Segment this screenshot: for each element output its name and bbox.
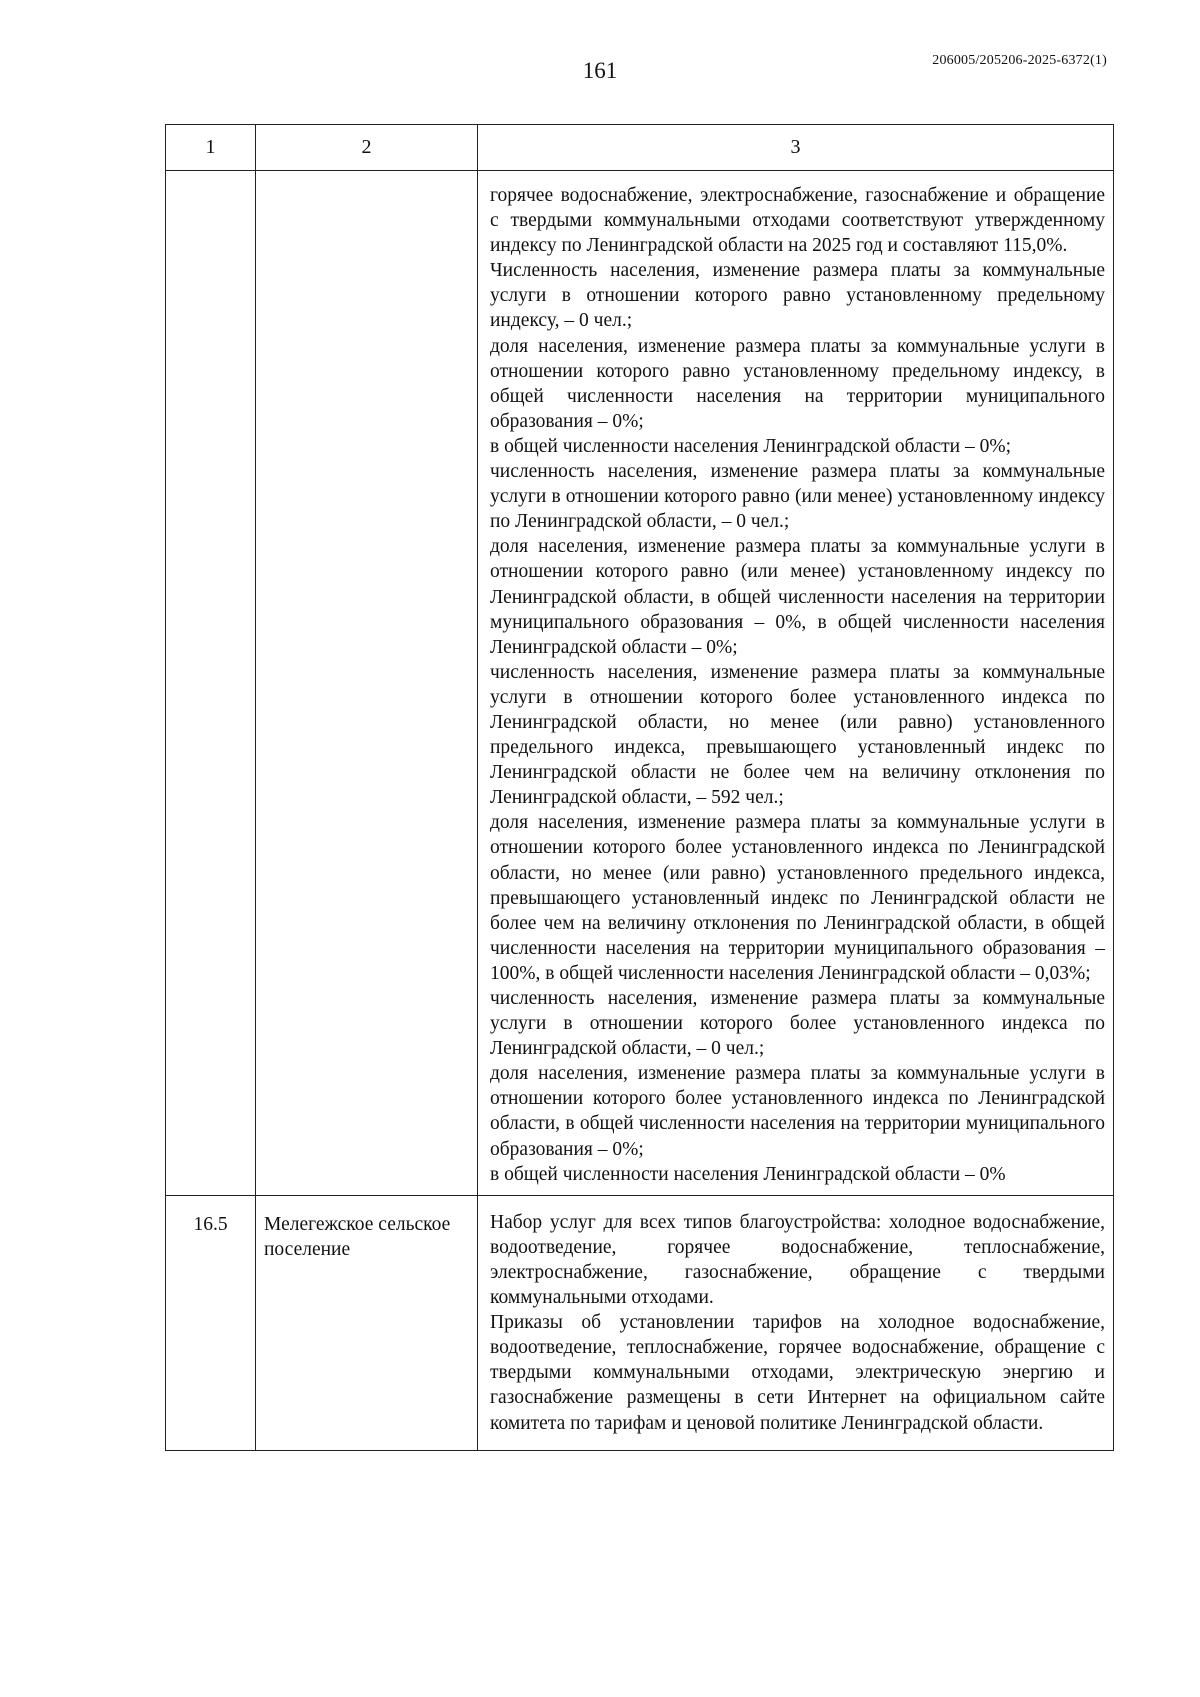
row-number-cell: 16.5	[166, 1195, 256, 1450]
paragraph: в общей численности населения Ленинградской области – 0%;	[490, 435, 1012, 457]
paragraph: доля населения, изменение размера платы за коммунальные услуги в отношении которого более установленного индекса по Ленинградской области, но менее (или равно) установленного предельного индекса, превышающего установленный индекс по Ленинградской области не более чем на величину отклонения по Ленинградской области, в общей численности населения на территории муниципального образования – 100%, в общей численности населения Ленинградской области – 0,03%;	[490, 812, 1105, 984]
description-cell	[478, 1195, 1114, 1450]
document-id: 206005/205206-2025-6372(1)	[932, 53, 1107, 68]
row-number-cell	[166, 171, 256, 1196]
paragraph: в общей численности населения Ленинградской области – 0%	[490, 1163, 1006, 1185]
description-cell	[478, 171, 1114, 1196]
page-number: 161	[582, 58, 618, 83]
column-header-2: 2	[256, 125, 478, 171]
paragraph: Численность населения, изменение размера платы за коммунальные услуги в отношении которого равно установленному предельному индексу, – 0 чел.;	[490, 260, 1105, 332]
paragraph: Набор услуг для всех типов благоустройства: холодное водоснабжение, водоотведение, горячее водоснабжение, теплоснабжение, электроснабжение, газоснабжение, обращение с твердыми коммунальными отходами.	[490, 1211, 1105, 1309]
settlement-name-cell	[256, 171, 478, 1196]
column-header-1: 1	[166, 125, 256, 171]
paragraph: численность населения, изменение размера платы за коммунальные услуги в отношении которого равно (или менее) установленному индексу по Ленинградской области, – 0 чел.;	[490, 461, 1105, 533]
data-table	[165, 124, 1114, 1451]
paragraph: горячее водоснабжение, электроснабжение, газоснабжение и обращение с твердыми коммунальными отходами соответствуют утвержденному индексу по Ленинградской области на 2025 год и составляют 115,0%.	[490, 185, 1105, 257]
table-row	[166, 1195, 1114, 1450]
paragraph: численность населения, изменение размера платы за коммунальные услуги в отношении которого более установленного индекса по Ленинградской области, но менее (или равно) установленного предельного индекса, превышающего установленный индекс по Ленинградской области не более чем на величину отклонения по Ленинградской области, – 592 чел.;	[490, 661, 1105, 809]
paragraph: доля населения, изменение размера платы за коммунальные услуги в отношении которого более установленного индекса по Ленинградской области, в общей численности населения на территории муниципального образования – 0%;	[490, 1063, 1105, 1160]
table-header-row	[166, 125, 1114, 171]
paragraph: доля населения, изменение размера платы за коммунальные услуги в отношении которого равно (или менее) установленному индексу по Ленинградской области, в общей численности населения на территории муниципального образования – 0%, в общей численности населения Ленинградской области – 0%;	[490, 536, 1105, 658]
paragraph: Приказы об установлении тарифов на холодное водоснабжение, водоотведение, теплоснабжение, горячее водоснабжение, обращение с твердыми коммунальными отходами, электрическую энергию и газоснабжение размещены в сети Интернет на официальном сайте комитета по тарифам и ценовой политике Ленинградской области.	[490, 1312, 1105, 1434]
paragraph: численность населения, изменение размера платы за коммунальные услуги в отношении которого более установленного индекса по Ленинградской области, – 0 чел.;	[490, 988, 1105, 1060]
column-header-3: 3	[478, 125, 1114, 171]
paragraph: доля населения, изменение размера платы за коммунальные услуги в отношении которого равно установленному предельному индексу, в общей численности населения на территории муниципального образования – 0%;	[490, 335, 1105, 432]
table-row	[166, 171, 1114, 1196]
settlement-name-cell: Мелегежское сельское поселение	[256, 1195, 478, 1450]
